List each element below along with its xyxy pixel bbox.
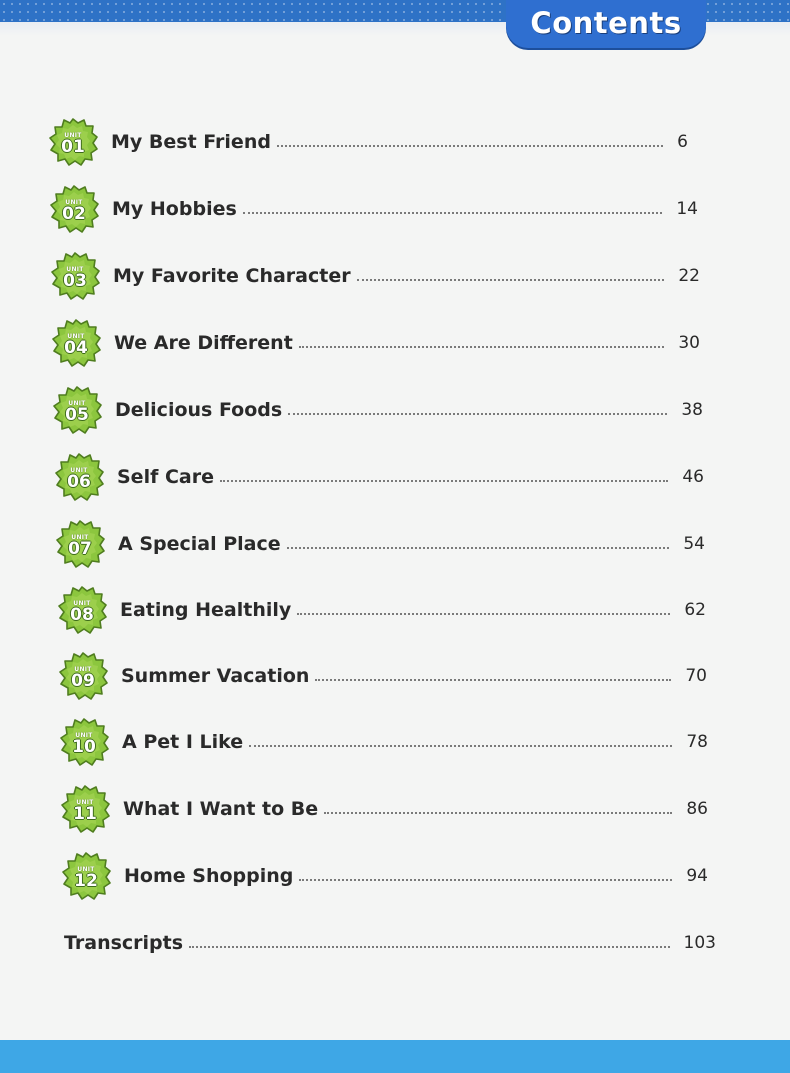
toc-entry[interactable] <box>50 251 700 301</box>
unit-badge <box>55 519 105 569</box>
unit-badge <box>61 851 111 901</box>
toc-entry[interactable] <box>49 184 698 234</box>
toc-entry-page-number: 14 <box>676 199 698 219</box>
dotted-leader <box>299 346 665 348</box>
dotted-leader <box>220 480 668 482</box>
toc-entry-title: A Special Place <box>118 533 281 555</box>
unit-word-label: UNIT <box>77 865 95 873</box>
dotted-leader <box>288 413 667 415</box>
unit-number: 12 <box>74 870 98 891</box>
dotted-leader <box>277 145 663 147</box>
dotted-leader <box>299 879 672 881</box>
toc-entry-title: Home Shopping <box>124 865 294 887</box>
dotted-leader <box>287 547 670 549</box>
unit-badge <box>60 784 110 834</box>
transcripts-title: Transcripts <box>64 932 184 954</box>
dotted-leader <box>315 679 671 681</box>
toc-entry-page-number: 86 <box>686 799 708 819</box>
toc-entry[interactable] <box>61 851 708 901</box>
unit-number: 07 <box>68 538 92 559</box>
toc-entry-transcripts[interactable] <box>64 928 716 958</box>
toc-entry[interactable] <box>55 519 705 569</box>
unit-number: 09 <box>71 670 95 691</box>
dotted-leader <box>189 946 670 948</box>
toc-entry[interactable] <box>54 452 704 502</box>
bottom-band <box>0 1040 790 1073</box>
unit-number: 02 <box>62 203 86 224</box>
toc-entry-title: We Are Different <box>114 332 293 354</box>
toc-entry[interactable] <box>51 318 700 368</box>
dotted-leader <box>324 812 672 814</box>
unit-badge <box>57 585 107 635</box>
unit-word-label: UNIT <box>67 332 85 340</box>
toc-entry-title: My Best Friend <box>111 131 271 153</box>
toc-entry[interactable] <box>52 385 703 435</box>
unit-number: 06 <box>67 471 91 492</box>
unit-badge <box>51 318 101 368</box>
unit-word-label: UNIT <box>71 533 89 541</box>
toc-entry-page-number: 46 <box>682 467 704 487</box>
toc-entry-page-number: 22 <box>678 266 700 286</box>
toc-entry-page-number: 6 <box>677 132 688 152</box>
toc-entry-page-number: 54 <box>683 534 705 554</box>
toc-entry-page-number: 94 <box>686 866 708 886</box>
toc-entry[interactable] <box>59 717 708 767</box>
unit-number: 10 <box>72 736 96 757</box>
unit-word-label: UNIT <box>73 599 91 607</box>
unit-word-label: UNIT <box>76 798 94 806</box>
dotted-leader <box>249 745 672 747</box>
unit-number: 01 <box>61 136 85 157</box>
toc-entry[interactable] <box>57 585 706 635</box>
toc-entry-page-number: 78 <box>686 732 708 752</box>
toc-entry-title: Delicious Foods <box>115 399 283 421</box>
dotted-leader <box>243 212 663 214</box>
toc-entry-title: Self Care <box>117 466 214 488</box>
transcripts-page-number: 103 <box>683 933 716 953</box>
toc-entry-page-number: 70 <box>685 666 707 686</box>
toc-entry-title: What I Want to Be <box>123 798 319 820</box>
toc-entry-page-number: 62 <box>684 600 706 620</box>
toc-entry[interactable] <box>48 117 688 167</box>
unit-word-label: UNIT <box>74 665 92 673</box>
unit-number: 05 <box>65 404 89 425</box>
unit-badge <box>50 251 100 301</box>
unit-badge <box>48 117 98 167</box>
unit-word-label: UNIT <box>70 466 88 474</box>
unit-number: 03 <box>63 270 87 291</box>
dotted-leader <box>357 279 665 281</box>
unit-badge <box>54 452 104 502</box>
toc-entry-page-number: 38 <box>681 400 703 420</box>
unit-word-label: UNIT <box>65 198 83 206</box>
unit-badge <box>59 717 109 767</box>
unit-number: 11 <box>73 803 97 824</box>
unit-number: 04 <box>64 337 88 358</box>
unit-word-label: UNIT <box>66 265 84 273</box>
toc-entry[interactable] <box>60 784 708 834</box>
unit-badge <box>58 651 108 701</box>
unit-word-label: UNIT <box>68 399 86 407</box>
unit-word-label: UNIT <box>75 731 93 739</box>
unit-number: 08 <box>70 604 94 625</box>
toc-entry-title: My Favorite Character <box>113 265 351 287</box>
dotted-leader <box>297 613 670 615</box>
unit-badge <box>52 385 102 435</box>
unit-word-label: UNIT <box>64 131 82 139</box>
toc-entry-title: My Hobbies <box>112 198 237 220</box>
toc-entry-title: A Pet I Like <box>122 731 244 753</box>
toc-entry-title: Eating Healthily <box>120 599 292 621</box>
page-title: Contents <box>530 6 682 40</box>
toc-entry-title: Summer Vacation <box>121 665 310 687</box>
toc-entry-page-number: 30 <box>678 333 700 353</box>
unit-badge <box>49 184 99 234</box>
toc-entry[interactable] <box>58 651 707 701</box>
